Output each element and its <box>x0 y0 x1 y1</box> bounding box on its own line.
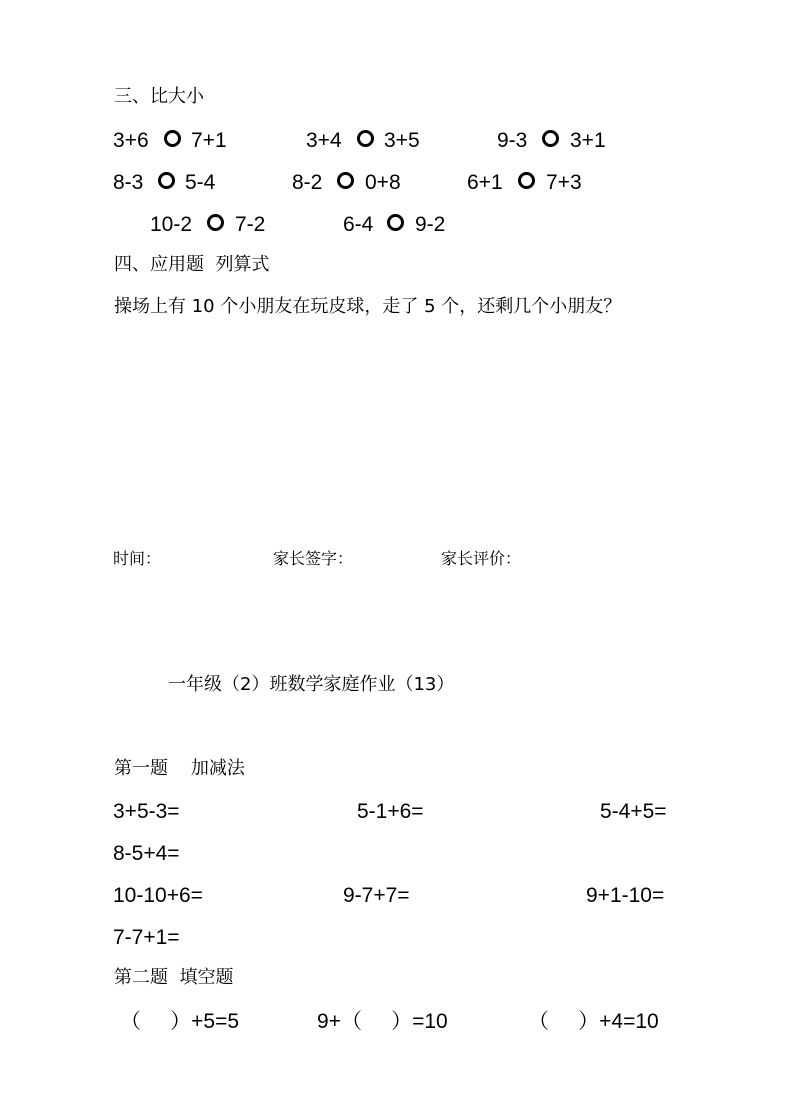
part-1-heading: 第一题 加减法 <box>114 758 245 779</box>
compare-right: 9-2 <box>415 213 446 236</box>
equation: 8-5+4= <box>113 842 180 865</box>
compare-circle[interactable] <box>387 214 404 231</box>
compare-left: 8-3 <box>113 171 144 194</box>
compare-circle[interactable] <box>207 214 224 231</box>
equation: 9-7+7= <box>343 884 410 907</box>
homework-title: 一年级（2）班数学家庭作业（13） <box>168 674 455 695</box>
compare-circle[interactable] <box>158 172 175 189</box>
parent-review-label: 家长评价： <box>441 549 522 568</box>
fill-blank[interactable]: （ ）+5=5 <box>120 1010 240 1033</box>
section-3-heading: 三、比大小 <box>114 86 204 107</box>
compare-right: 3+1 <box>570 129 606 152</box>
parent-signature-label: 家长签字： <box>273 549 354 568</box>
compare-circle[interactable] <box>357 130 374 147</box>
compare-left: 6+1 <box>467 171 503 194</box>
compare-left: 10-2 <box>150 213 193 236</box>
compare-left: 3+6 <box>113 129 149 152</box>
compare-circle[interactable] <box>542 130 559 147</box>
compare-left: 9-3 <box>497 129 528 152</box>
equation: 3+5-3= <box>113 800 180 823</box>
time-label: 时间： <box>113 549 162 568</box>
compare-right: 0+8 <box>365 171 401 194</box>
equation: 7-7+1= <box>113 926 180 949</box>
equation: 5-4+5= <box>600 800 667 823</box>
equation: 9+1-10= <box>586 884 665 907</box>
compare-circle[interactable] <box>518 172 535 189</box>
equation: 10-10+6= <box>113 884 203 907</box>
part-2-heading: 第二题 填空题 <box>114 967 234 988</box>
compare-right: 7+1 <box>191 129 227 152</box>
compare-left: 3+4 <box>306 129 342 152</box>
compare-left: 8-2 <box>292 171 323 194</box>
compare-right: 7+3 <box>546 171 582 194</box>
equation: 5-1+6= <box>357 800 424 823</box>
fill-blank[interactable]: 9+（ ）=10 <box>317 1010 448 1033</box>
compare-left: 6-4 <box>343 213 374 236</box>
compare-right: 7-2 <box>235 213 266 236</box>
word-problem: 操场上有 10 个小朋友在玩皮球，走了 5 个，还剩几个小朋友？ <box>114 296 622 317</box>
compare-right: 5-4 <box>185 171 216 194</box>
section-4-heading: 四、应用题 列算式 <box>114 254 270 275</box>
compare-right: 3+5 <box>384 129 420 152</box>
compare-circle[interactable] <box>337 172 354 189</box>
fill-blank[interactable]: （ ）+4=10 <box>528 1010 659 1033</box>
compare-circle[interactable] <box>164 130 181 147</box>
